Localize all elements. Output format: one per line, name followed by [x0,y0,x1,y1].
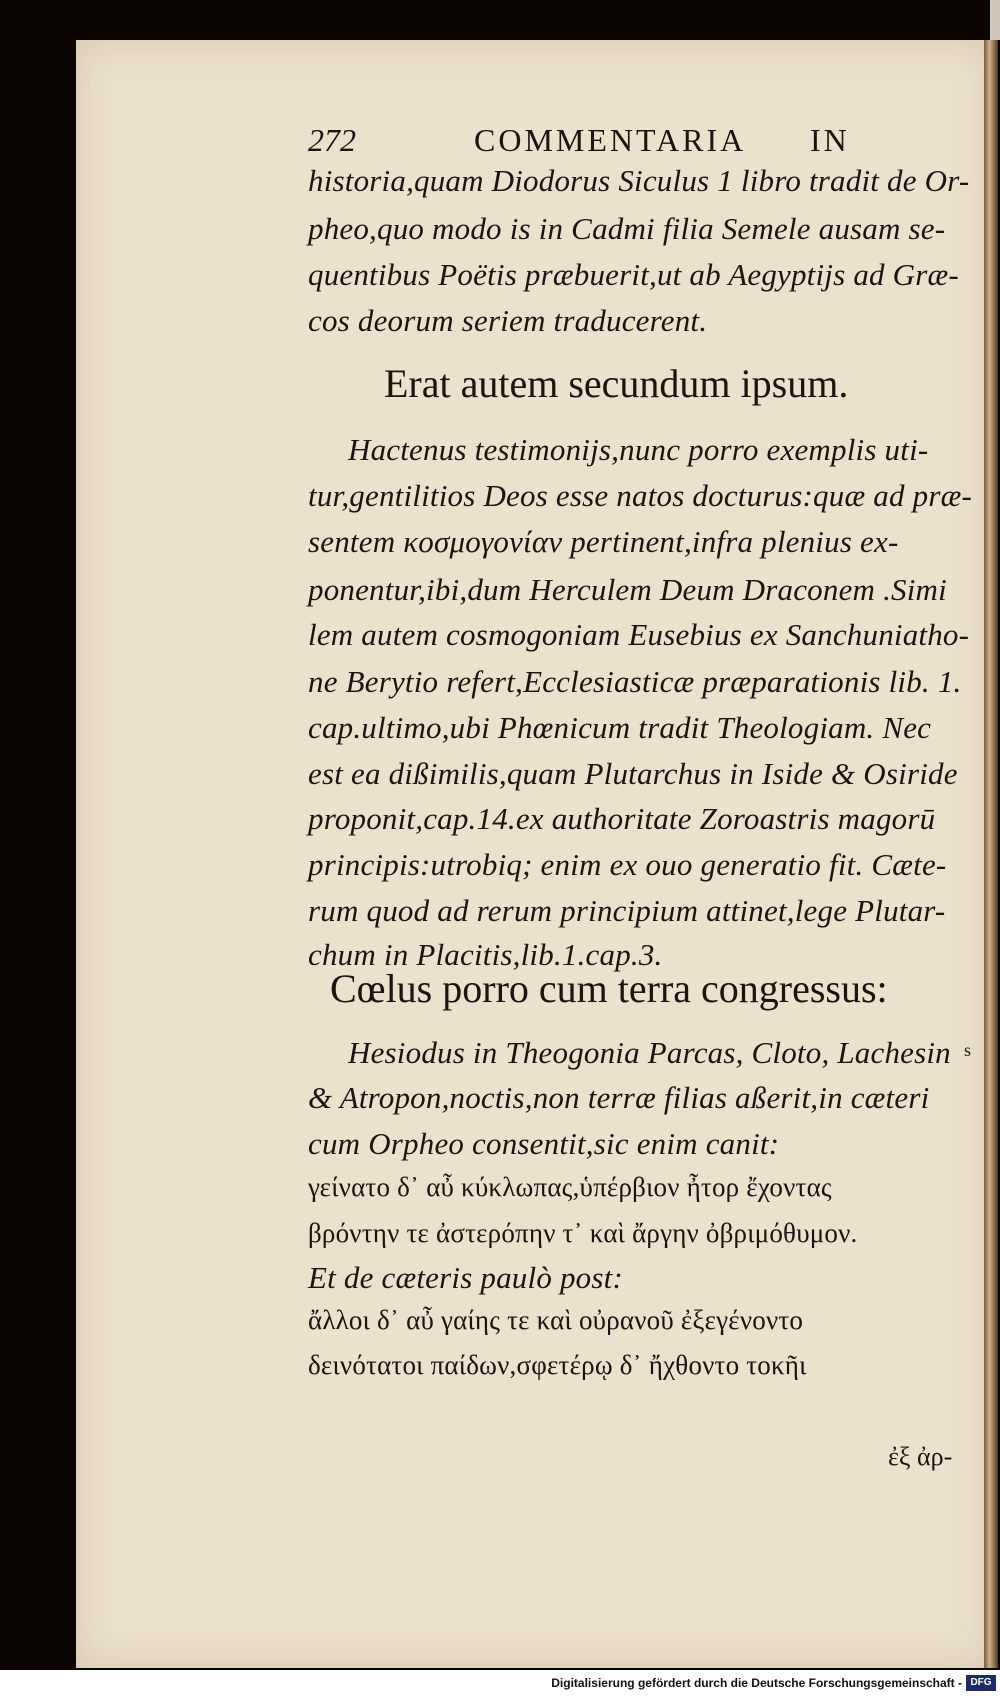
running-title-suffix: IN [810,122,850,158]
section-heading: Cœlus porro cum terra congressus: [330,966,888,1011]
text-line: chum in Placitis,lib.1.cap.3. [308,937,663,972]
running-title: COMMENTARIA [474,122,747,158]
greek-verse-line: βρόντην τε ἀστερόπην τ᾽ καὶ ἄργην ὀβριμόθυμον. [308,1218,858,1248]
text-line: proponit,cap.14.ex authoritate Zoroastris magorū [308,801,936,836]
catchword: ἐξ ἀρ- [888,1442,953,1471]
footer-bar [0,1672,1000,1696]
text-line: pheo,quo modo is in Cadmi filia Semele ausam se- [308,211,946,246]
signature-mark: s [964,1040,972,1060]
text-line: ne Berytio refert,Ecclesiasticæ præparationis lib. 1. [308,664,962,699]
dfg-logo: DFG [966,1675,996,1691]
section-heading: Erat autem secundum ipsum. [384,361,849,406]
text-line: Hactenus testimonijs,nunc porro exemplis uti- [348,432,929,467]
text-line: Et de cæteris paulò post: [308,1260,623,1295]
text-line: rum quod ad rerum principium attinet,lege Plutar- [308,893,946,928]
greek-verse-line: ἄλλοι δ᾽ αὖ γαίης τε καὶ οὐρανοῦ ἐξεγένοντο [308,1305,804,1335]
page-edge [984,40,998,1668]
text-line: tur,gentilitios Deos esse natos docturus:quæ ad præ- [308,478,972,513]
text-line: & Atropon,noctis,non terræ filias aßerit,in cæteri [308,1080,930,1115]
text-line: ponentur,ibi,dum Herculem Deum Draconem .Simi [308,572,947,607]
text-line: est ea dißimilis,quam Plutarchus in Iside & Osiride [308,756,958,791]
scan-corner [990,0,1000,40]
text-line: lem autem cosmogoniam Eusebius ex Sanchuniatho- [308,617,970,652]
text-line: Hesiodus in Theogonia Parcas, Cloto, Lachesin [348,1035,951,1070]
text-line: cum Orpheo consentit,sic enim canit: [308,1126,780,1161]
running-header [308,122,978,162]
text-line: principis:utrobiq; enim ex ouo generatio fit. Cæte- [308,847,947,882]
greek-verse-line: δεινότατοι παίδων,σφετέρῳ δ᾽ ἤχθοντο τοκῆι [308,1350,807,1380]
text-line: sentem κοσμογονίαν pertinent,infra plenius ex- [308,524,899,559]
text-line: cap.ultimo,ubi Phœnicum tradit Theologiam. Nec [308,710,932,745]
text-line: quentibus Poëtis præbuerit,ut ab Aegyptijs ad Græ- [308,257,959,292]
text-line: cos deorum seriem traducerent. [308,303,708,338]
page-number: 272 [308,122,356,158]
text-line: historia,quam Diodorus Siculus 1 libro tradit de Or- [308,163,970,198]
greek-verse-line: γείνατο δ᾽ αὖ κύκλωπας,ὑπέρβιον ἦτορ ἔχοντας [308,1172,832,1202]
funding-credit: Digitalisierung gefördert durch die Deutsche Forschungsgemeinschaft - [551,1676,962,1690]
